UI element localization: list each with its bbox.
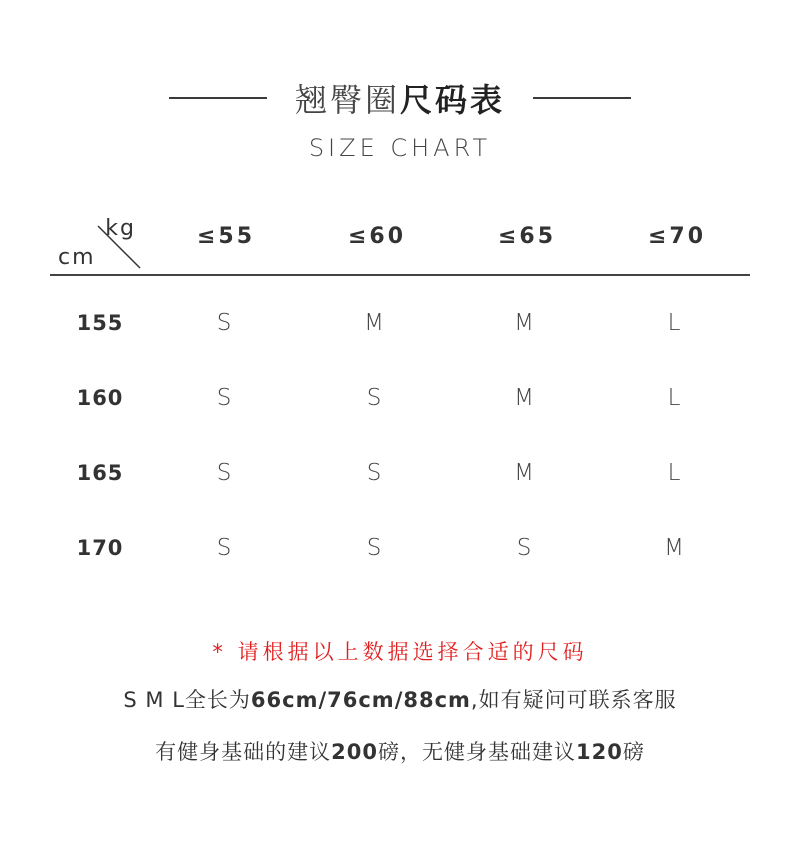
length-info-note bbox=[0, 684, 800, 714]
table-cell: L bbox=[667, 310, 681, 336]
row-header-170: 170 bbox=[76, 536, 124, 560]
length-info-suffix: ,如有疑问可联系客服 bbox=[470, 688, 677, 712]
row-header-155: 155 bbox=[76, 311, 124, 335]
table-cell: M bbox=[364, 310, 384, 336]
length-value-s: 66cm bbox=[250, 688, 319, 712]
table-cell: M bbox=[664, 535, 684, 561]
page-title bbox=[295, 75, 505, 121]
table-cell: S bbox=[216, 385, 232, 411]
length-value-m: 76cm bbox=[327, 688, 395, 712]
resistance-text-3: 磅 bbox=[622, 740, 645, 764]
table-cell: M bbox=[514, 385, 534, 411]
title-row bbox=[0, 76, 800, 120]
table-cell: M bbox=[514, 310, 534, 336]
page-title-light: 翘臀圈 bbox=[294, 81, 400, 119]
page-title-bold: 尺码表 bbox=[400, 81, 506, 119]
table-cell: S bbox=[366, 385, 382, 411]
length-info-prefix: S M L全长为 bbox=[123, 688, 251, 712]
page-subtitle: SIZE CHART bbox=[308, 134, 492, 162]
length-value-l: 88cm bbox=[403, 688, 471, 712]
resistance-value-experienced: 200 bbox=[331, 740, 378, 764]
column-header-70: ≤70 bbox=[647, 224, 707, 249]
resistance-value-beginner: 120 bbox=[576, 740, 623, 764]
column-header-55: ≤55 bbox=[196, 224, 256, 249]
row-header-160: 160 bbox=[76, 386, 124, 410]
resistance-advice-note bbox=[0, 736, 800, 766]
table-header-rule bbox=[50, 274, 750, 276]
table-cell: L bbox=[667, 460, 681, 486]
length-separator: / bbox=[318, 688, 328, 712]
table-cell: S bbox=[216, 460, 232, 486]
table-cell: S bbox=[216, 310, 232, 336]
table-cell: S bbox=[216, 535, 232, 561]
title-left-rule bbox=[169, 97, 267, 99]
table-cell: M bbox=[514, 460, 534, 486]
length-separator: / bbox=[394, 688, 404, 712]
resistance-text-2: 磅，无健身基础建议 bbox=[378, 740, 576, 764]
corner-cm-label: cm bbox=[58, 245, 96, 270]
column-header-65: ≤65 bbox=[497, 224, 557, 249]
table-cell: S bbox=[366, 460, 382, 486]
corner-kg-label: kg bbox=[105, 216, 136, 241]
column-header-60: ≤60 bbox=[347, 224, 407, 249]
table-cell: S bbox=[366, 535, 382, 561]
resistance-text-1: 有健身基础的建议 bbox=[155, 740, 332, 764]
size-advice-note: * 请根据以上数据选择合适的尺码 bbox=[212, 640, 588, 664]
title-right-rule bbox=[533, 97, 631, 99]
table-cell: L bbox=[667, 385, 681, 411]
table-cell: S bbox=[516, 535, 532, 561]
row-header-165: 165 bbox=[76, 461, 124, 485]
table-corner-header bbox=[58, 216, 144, 270]
